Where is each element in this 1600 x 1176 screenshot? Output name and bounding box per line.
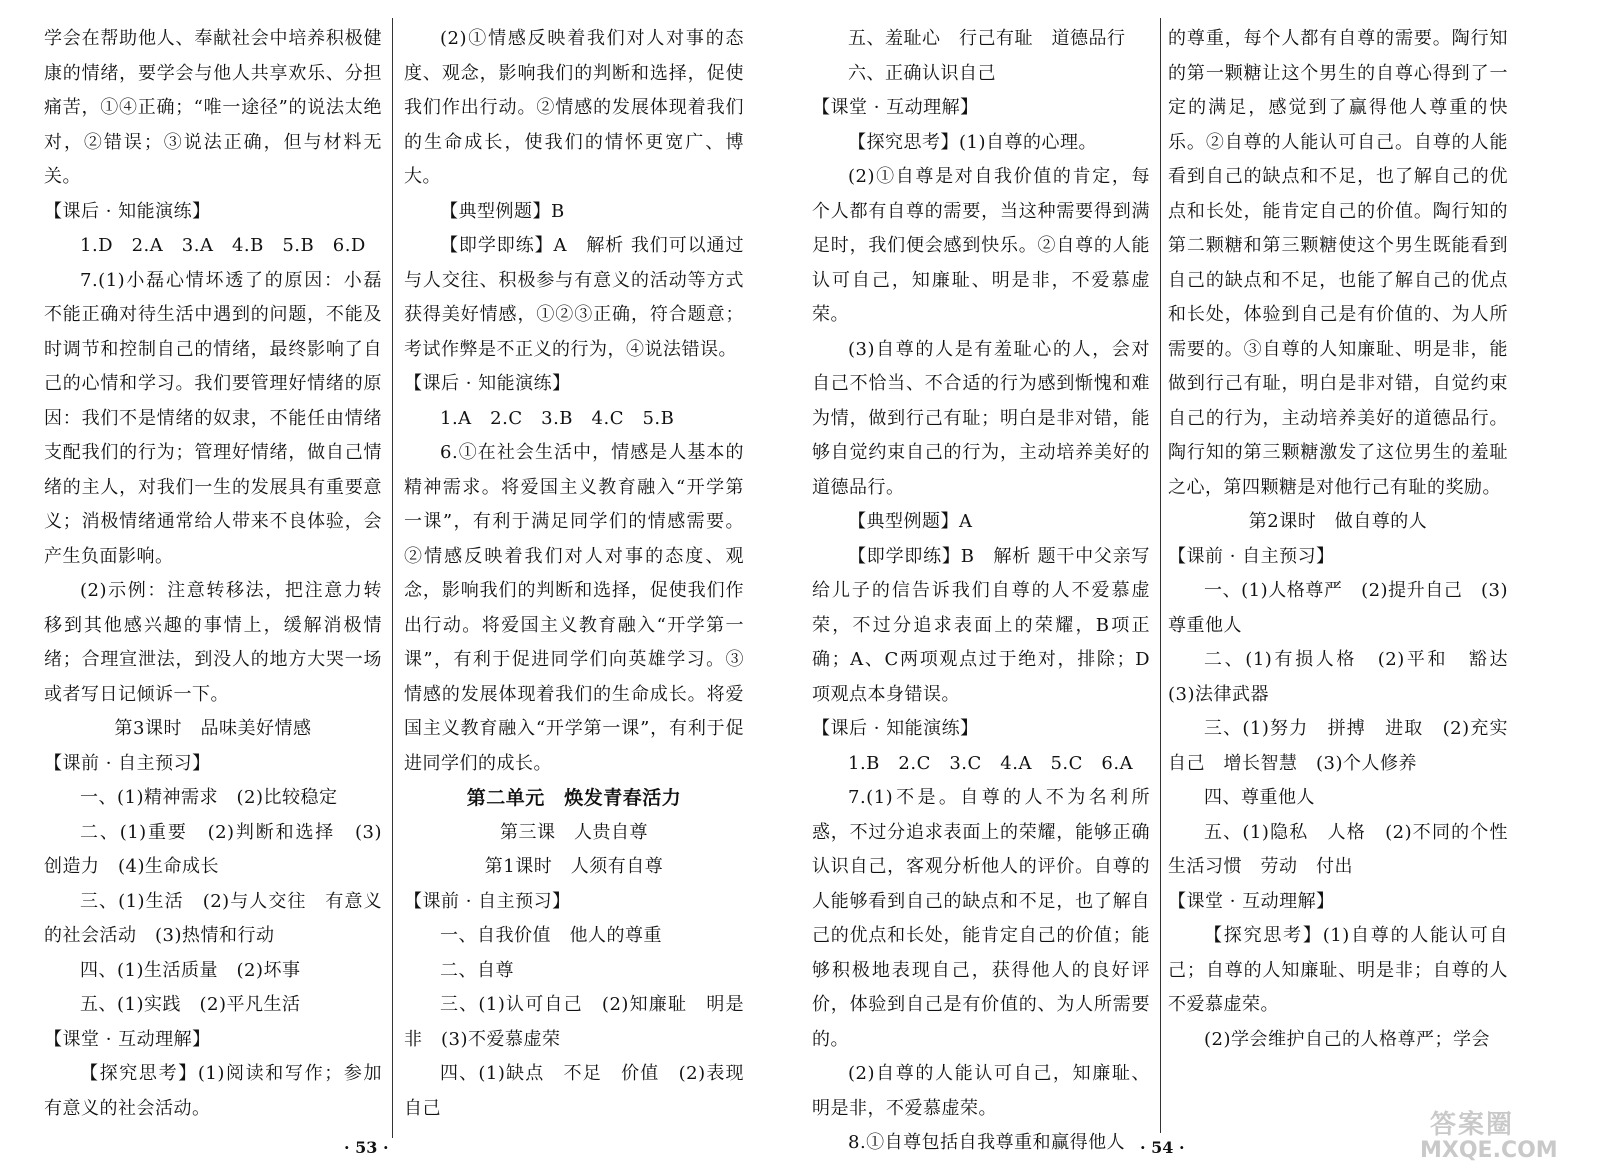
- paragraph: 学会在帮助他人、奉献社会中培养积极健康的情绪，要学会与他人共享欢乐、分担痛苦，①④正确；“唯一途径”的说法太绝对，②错误；③说法正确，但与材料无关。: [44, 28, 382, 187]
- paragraph: 五、(1)实践 (2)平凡生活: [80, 994, 301, 1015]
- paragraph: (2)示例：注意转移法，把注意力转移到其他感兴趣的事情上，缓解消极情绪；合理宣泄法，到没人的地方大哭一场或者写日记倾诉一下。: [44, 580, 382, 705]
- paragraph: 【即学即练】A 解析 我们可以通过与人交往、积极参与有意义的活动等方式获得美好情感，①②③正确，符合题意；考试作弊是不正义的行为，④说法错误。: [404, 235, 744, 360]
- paragraph: 【即学即练】B 解析 题干中父亲写给儿子的信告诉我们自尊的人不爱慕虚荣，不过分追求表面上的荣耀，B项正确；A、C两项观点过于绝对，排除；D项观点本身错误。: [812, 545, 1150, 705]
- paragraph: (2)①情感反映着我们对人对事的态度、观念，影响我们的判断和选择，促使我们作出行动。②情感的发展体现着我们的生命成长，使我们的情怀更宽广、博大。: [404, 28, 744, 187]
- section-heading: 【课后 · 知能演练】: [404, 373, 571, 394]
- paragraph: 【探究思考】(1)阅读和写作；参加有意义的社会活动。: [44, 1063, 382, 1119]
- watermark-logo: 答案圈: [1430, 1110, 1515, 1140]
- paragraph: 一、(1)人格尊严 (2)提升自己 (3)尊重他人: [1168, 580, 1508, 636]
- lesson-title: 第1课时 人须有自尊: [484, 856, 664, 877]
- lesson-title: 第三课 人贵自尊: [500, 821, 648, 843]
- page-54-column-2: [1168, 22, 1527, 1132]
- section-heading: 【课前 · 自主预习】: [1168, 545, 1335, 567]
- section-heading: 【课前 · 自主预习】: [404, 890, 571, 912]
- column-divider-left-page: [392, 18, 393, 1138]
- paragraph: (3)自尊的人是有羞耻心的人，会对自己不恰当、不合适的行为感到惭愧和难为情，做到行己有耻；明白是非对错，能够自觉约束自己的行为，主动培养美好的道德品行。: [812, 338, 1150, 498]
- section-heading: 【课后 · 知能演练】: [44, 200, 211, 222]
- paragraph: 6.①在社会生活中，情感是人基本的精神需求。将爱国主义教育融入“开学第一课”，有利于满足同学们的情感需要。②情感反映着我们对人对事的态度、观念，影响我们的判断和选择，促使我们作出行动。将爱国主义教育融入“开学第一课”，有利于促进同学们向英雄学习。③情感的发展体现着我们的生命成长。将爱国主义教育融入“开学第一课”，有利于促进同学们的成长。: [404, 442, 744, 774]
- paragraph: 7.(1)小磊心情坏透了的原因：小磊不能正确对待生活中遇到的问题，不能及时调节和控制自己的情绪，最终影响了自己的心情和学习。我们要管理好情绪的原因：我们不是情绪的奴隶，不能任由情绪支配我们的行为；管理好情绪，做自己情绪的主人，对我们一生的发展具有重要意义；消极情绪通常给人带来不良体验，会产生负面影响。: [44, 269, 382, 567]
- paragraph: 1.A 2.C 3.B 4.C 5.B: [440, 407, 675, 429]
- section-heading: 【课堂 · 互动理解】: [812, 97, 979, 118]
- paragraph: 二、(1)有损人格 (2)平和 豁达 (3)法律武器: [1168, 649, 1527, 705]
- page-number-left: · 53 ·: [344, 1138, 389, 1157]
- watermark-url: MXQE.COM: [1420, 1138, 1558, 1163]
- watermark: [1418, 1104, 1588, 1168]
- paragraph: 【典型例题】B: [440, 200, 565, 222]
- paragraph: 六、正确认识自己: [848, 62, 996, 84]
- section-heading: 【课前 · 自主预习】: [44, 752, 211, 774]
- paragraph: 三、(1)认可自己 (2)知廉耻 明是非 (3)不爱慕虚荣: [404, 994, 744, 1050]
- page-54-column-1: [812, 22, 1150, 1153]
- column-divider-right-page: [1160, 18, 1161, 1133]
- paragraph: 四、(1)缺点 不足 价值 (2)表现自己: [404, 1063, 744, 1119]
- paragraph: 的尊重，每个人都有自尊的需要。陶行知的第一颗糖让这个男生的自尊心得到了一定的满足，感觉到了赢得他人尊重的快乐。②自尊的人能认可自己。自尊的人能看到自己的缺点和不足，也了解自己的优点和长处，能肯定自己的价值。陶行知的第二颗糖和第三颗糖使这个男生既能看到自己的缺点和不足，也能了解自己的优点和长处，体验到自己是有价值的、为人所需要的。③自尊的人知廉耻、明是非，能做到行己有耻，明白是非对错，自觉约束自己的行为，主动培养美好的道德品行。陶行知的第三颗糖激发了这位男生的羞耻之心，第四颗糖是对他行己有耻的奖励。: [1168, 28, 1508, 498]
- section-heading: 【课堂 · 互动理解】: [44, 1028, 211, 1050]
- page-number-right: · 54 ·: [1140, 1138, 1185, 1157]
- paragraph: 二、自尊: [440, 959, 514, 981]
- paragraph: 三、(1)努力 拼搏 进取 (2)充实自己 增长智慧 (3)个人修养: [1168, 718, 1508, 774]
- paragraph: 【探究思考】(1)自尊的心理。: [848, 131, 1097, 153]
- section-heading: 【课堂 · 互动理解】: [1168, 890, 1335, 912]
- paragraph: 三、(1)生活 (2)与人交往 有意义的社会活动 (3)热情和行动: [44, 890, 382, 946]
- paragraph: 四、(1)生活质量 (2)坏事: [80, 959, 301, 981]
- paragraph: (2)①自尊是对自我价值的肯定，每个人都有自尊的需要，当这种需要得到满足时，我们便会感到快乐。②自尊的人能认可自己，知廉耻、明是非，不爱慕虚荣。: [812, 166, 1150, 325]
- paragraph: 1.B 2.C 3.C 4.A 5.C 6.A: [848, 752, 1134, 774]
- paragraph: 7.(1)不是。自尊的人不为名利所惑，不过分追求表面上的荣耀，能够正确认识自己，客观分析他人的评价。自尊的人能够看到自己的缺点和不足，也了解自己的优点和长处，能肯定自己的价值；能够积极地表现自己，获得他人的良好评价，体验到自己是有价值的、为人所需要的。: [812, 787, 1150, 1050]
- lesson-title: 第2课时 做自尊的人: [1248, 511, 1428, 532]
- paragraph: 一、自我价值 他人的尊重: [440, 925, 662, 946]
- paragraph: 二、(1)重要 (2)判断和选择 (3)创造力 (4)生命成长: [44, 821, 382, 877]
- section-heading: 【课后 · 知能演练】: [812, 718, 979, 739]
- paragraph: 【探究思考】(1)自尊的人能认可自己；自尊的人知廉耻、明是非；自尊的人不爱慕虚荣。: [1168, 925, 1508, 1015]
- page-53-column-2: [404, 22, 744, 1132]
- paragraph: 五、(1)隐私 人格 (2)不同的个性 生活习惯 劳动 付出: [1168, 821, 1527, 877]
- unit-title: 第二单元 焕发青春活力: [466, 787, 682, 809]
- page-53-column-1: [44, 22, 382, 1132]
- lesson-title: 第3课时 品味美好情感: [114, 718, 312, 739]
- paragraph: (2)自尊的人能认可自己，知廉耻、明是非，不爱慕虚荣。: [812, 1063, 1150, 1119]
- paragraph: 一、(1)精神需求 (2)比较稳定: [80, 787, 338, 808]
- paragraph: 五、羞耻心 行己有耻 道德品行: [848, 28, 1126, 49]
- paragraph: 【典型例题】A: [848, 511, 973, 532]
- paragraph: 四、尊重他人: [1204, 787, 1315, 808]
- paragraph: (2)学会维护自己的人格尊严；学会: [1204, 1028, 1490, 1050]
- paragraph: 8.①自尊包括自我尊重和赢得他人: [848, 1132, 1126, 1153]
- paragraph: 1.D 2.A 3.A 4.B 5.B 6.D: [80, 235, 366, 256]
